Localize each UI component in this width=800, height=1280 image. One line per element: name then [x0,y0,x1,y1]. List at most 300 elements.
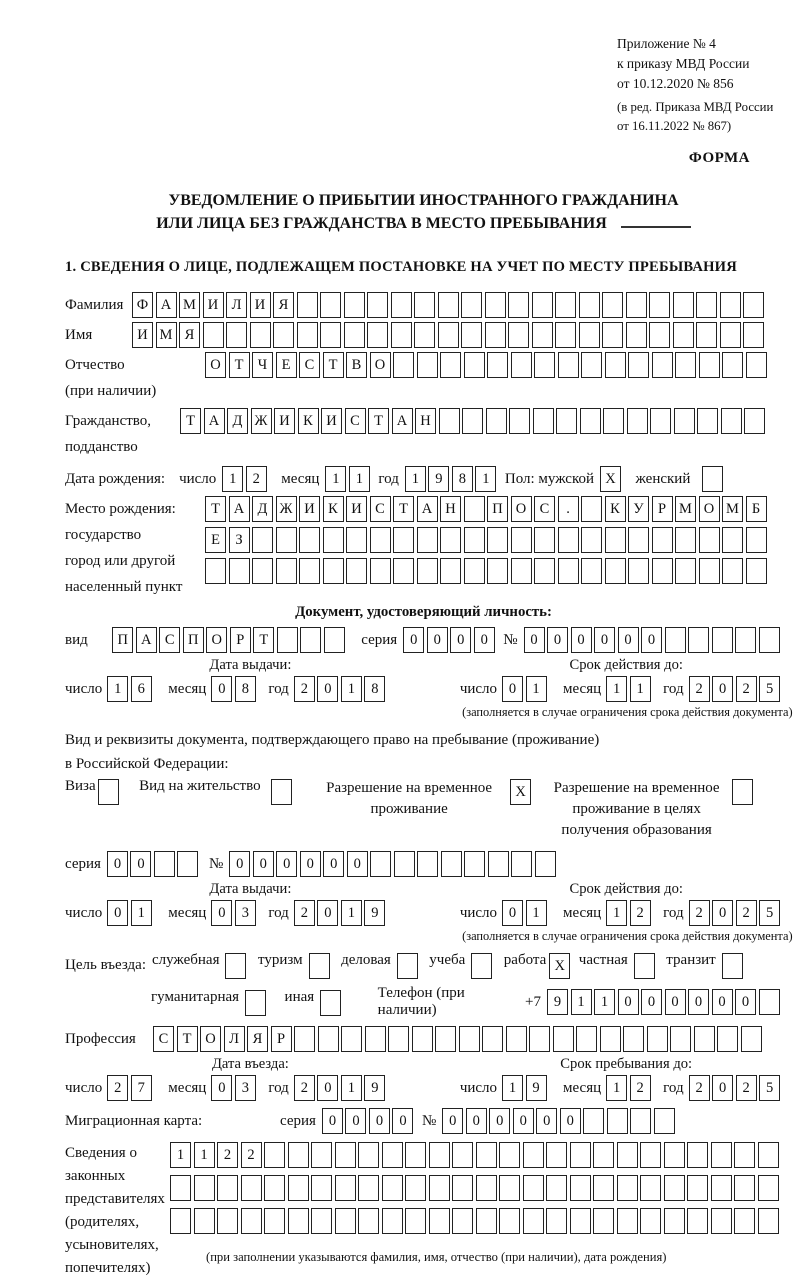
char-cell[interactable] [429,1142,450,1168]
char-cell[interactable] [388,1026,409,1052]
char-cell[interactable]: 1 [594,989,615,1015]
char-cell[interactable] [628,527,649,553]
char-cell[interactable] [711,1142,732,1168]
representatives-row-1[interactable] [170,1142,781,1168]
char-cell[interactable] [711,1175,732,1201]
phone-boxes[interactable] [547,989,782,1015]
char-cell[interactable] [440,352,461,378]
char-cell[interactable]: 1 [606,1075,627,1101]
char-cell[interactable] [734,1142,755,1168]
char-cell[interactable]: 0 [547,627,568,653]
char-cell[interactable] [650,408,671,434]
char-cell[interactable] [546,1175,567,1201]
char-cell[interactable] [391,322,412,348]
char-cell[interactable] [429,1175,450,1201]
char-cell[interactable]: И [250,292,271,318]
char-cell[interactable] [722,527,743,553]
char-cell[interactable] [617,1142,638,1168]
residence-valid-year[interactable] [689,900,783,926]
char-cell[interactable] [583,1108,604,1134]
char-cell[interactable]: С [153,1026,174,1052]
char-cell[interactable]: Я [179,322,200,348]
char-cell[interactable]: 6 [131,676,152,702]
char-cell[interactable]: Т [229,352,250,378]
char-cell[interactable]: М [179,292,200,318]
char-cell[interactable] [346,558,367,584]
char-cell[interactable] [382,1175,403,1201]
char-cell[interactable]: И [274,408,295,434]
char-cell[interactable]: 0 [253,851,274,877]
char-cell[interactable]: 0 [276,851,297,877]
char-cell[interactable] [741,1026,762,1052]
char-cell[interactable] [649,292,670,318]
char-cell[interactable]: 0 [618,627,639,653]
char-cell[interactable] [626,322,647,348]
char-cell[interactable]: 1 [526,900,547,926]
purpose-tourism-checkbox[interactable] [309,953,333,979]
char-cell[interactable]: Т [393,496,414,522]
char-cell[interactable]: 8 [452,466,473,492]
char-cell[interactable] [367,322,388,348]
char-cell[interactable] [759,989,780,1015]
char-cell[interactable] [393,527,414,553]
identity-issue-year[interactable] [294,676,388,702]
char-cell[interactable] [499,1175,520,1201]
char-cell[interactable]: 8 [364,676,385,702]
char-cell[interactable] [711,1208,732,1234]
char-cell[interactable] [391,292,412,318]
char-cell[interactable] [746,558,767,584]
char-cell[interactable] [720,292,741,318]
identity-valid-month[interactable] [606,676,653,702]
entry-year[interactable] [294,1075,388,1101]
char-cell[interactable]: 1 [107,676,128,702]
char-cell[interactable]: 0 [442,1108,463,1134]
char-cell[interactable]: М [722,496,743,522]
char-cell[interactable]: 1 [131,900,152,926]
stay-year[interactable] [689,1075,783,1101]
char-cell[interactable] [394,851,415,877]
char-cell[interactable]: 0 [322,1108,343,1134]
char-cell[interactable] [358,1175,379,1201]
char-cell[interactable]: 0 [502,676,523,702]
char-cell[interactable]: . [558,496,579,522]
char-cell[interactable]: 2 [736,900,757,926]
char-cell[interactable] [523,1142,544,1168]
char-cell[interactable] [414,322,435,348]
char-cell[interactable] [576,1026,597,1052]
char-cell[interactable]: 0 [450,627,471,653]
char-cell[interactable] [435,1026,456,1052]
char-cell[interactable] [499,1142,520,1168]
char-cell[interactable] [535,851,556,877]
char-cell[interactable] [405,1175,426,1201]
char-cell[interactable]: К [605,496,626,522]
char-cell[interactable]: Д [252,496,273,522]
char-cell[interactable] [593,1175,614,1201]
char-cell[interactable] [687,1142,708,1168]
char-cell[interactable] [534,558,555,584]
char-cell[interactable] [640,1208,661,1234]
char-cell[interactable] [370,558,391,584]
char-cell[interactable]: 0 [107,851,128,877]
char-cell[interactable]: 8 [235,676,256,702]
char-cell[interactable]: К [323,496,344,522]
char-cell[interactable]: X [549,953,570,979]
char-cell[interactable]: 0 [571,627,592,653]
char-cell[interactable] [464,558,485,584]
char-cell[interactable]: 0 [369,1108,390,1134]
char-cell[interactable] [558,527,579,553]
char-cell[interactable] [702,466,723,492]
char-cell[interactable] [654,1108,675,1134]
char-cell[interactable]: Л [224,1026,245,1052]
char-cell[interactable] [558,558,579,584]
char-cell[interactable] [732,779,753,805]
char-cell[interactable]: Р [271,1026,292,1052]
char-cell[interactable] [405,1142,426,1168]
char-cell[interactable] [358,1142,379,1168]
char-cell[interactable] [370,851,391,877]
char-cell[interactable]: 1 [606,676,627,702]
char-cell[interactable] [721,408,742,434]
char-cell[interactable]: Т [253,627,274,653]
char-cell[interactable]: 0 [712,676,733,702]
char-cell[interactable] [299,558,320,584]
char-cell[interactable] [297,292,318,318]
char-cell[interactable] [628,558,649,584]
char-cell[interactable]: 3 [235,900,256,926]
char-cell[interactable] [511,527,532,553]
char-cell[interactable] [675,352,696,378]
char-cell[interactable] [605,352,626,378]
char-cell[interactable] [464,352,485,378]
char-cell[interactable] [462,408,483,434]
char-cell[interactable] [603,408,624,434]
char-cell[interactable]: 2 [630,900,651,926]
char-cell[interactable]: 7 [131,1075,152,1101]
char-cell[interactable] [429,1208,450,1234]
char-cell[interactable]: Е [276,352,297,378]
char-cell[interactable] [397,953,418,979]
char-cell[interactable] [664,1208,685,1234]
char-cell[interactable] [177,851,198,877]
char-cell[interactable] [335,1142,356,1168]
char-cell[interactable] [581,352,602,378]
char-cell[interactable]: 2 [246,466,267,492]
char-cell[interactable]: 1 [222,466,243,492]
char-cell[interactable]: 0 [317,1075,338,1101]
char-cell[interactable]: О [370,352,391,378]
char-cell[interactable]: 0 [712,1075,733,1101]
char-cell[interactable] [452,1142,473,1168]
char-cell[interactable] [673,322,694,348]
char-cell[interactable]: М [675,496,696,522]
purpose-humanitarian-checkbox[interactable] [245,990,269,1016]
char-cell[interactable] [593,1142,614,1168]
char-cell[interactable] [634,953,655,979]
char-cell[interactable]: 5 [759,900,780,926]
char-cell[interactable] [485,322,506,348]
char-cell[interactable] [555,322,576,348]
char-cell[interactable]: 0 [618,989,639,1015]
char-cell[interactable] [226,322,247,348]
profession-boxes[interactable] [153,1026,764,1052]
char-cell[interactable]: П [183,627,204,653]
char-cell[interactable] [335,1175,356,1201]
char-cell[interactable] [98,779,119,805]
char-cell[interactable]: Т [180,408,201,434]
char-cell[interactable]: 5 [759,676,780,702]
char-cell[interactable] [674,408,695,434]
char-cell[interactable] [358,1208,379,1234]
entry-month[interactable] [211,1075,258,1101]
char-cell[interactable] [276,558,297,584]
char-cell[interactable] [476,1208,497,1234]
char-cell[interactable]: Р [230,627,251,653]
char-cell[interactable]: 0 [524,627,545,653]
char-cell[interactable]: А [392,408,413,434]
char-cell[interactable]: С [299,352,320,378]
char-cell[interactable]: 2 [294,1075,315,1101]
char-cell[interactable] [532,292,553,318]
char-cell[interactable] [264,1175,285,1201]
char-cell[interactable] [488,851,509,877]
char-cell[interactable] [324,627,345,653]
char-cell[interactable] [217,1208,238,1234]
char-cell[interactable]: 2 [294,900,315,926]
char-cell[interactable]: Ж [251,408,272,434]
char-cell[interactable]: П [487,496,508,522]
char-cell[interactable] [699,352,720,378]
char-cell[interactable]: 2 [689,676,710,702]
char-cell[interactable] [311,1142,332,1168]
char-cell[interactable] [318,1026,339,1052]
stay-day[interactable] [502,1075,549,1101]
temp-residence-education-checkbox[interactable] [732,779,756,805]
birth-place-row-1[interactable] [205,496,769,522]
char-cell[interactable] [323,527,344,553]
char-cell[interactable] [344,292,365,318]
char-cell[interactable]: 1 [630,676,651,702]
char-cell[interactable] [511,851,532,877]
char-cell[interactable]: Н [440,496,461,522]
char-cell[interactable] [300,627,321,653]
patronymic-boxes[interactable] [205,352,769,378]
char-cell[interactable] [694,1026,715,1052]
visa-checkbox[interactable] [98,779,122,805]
char-cell[interactable] [417,527,438,553]
char-cell[interactable] [581,527,602,553]
char-cell[interactable]: 0 [712,989,733,1015]
char-cell[interactable]: Б [746,496,767,522]
purpose-private-checkbox[interactable] [634,953,658,979]
char-cell[interactable] [225,953,246,979]
char-cell[interactable] [523,1208,544,1234]
char-cell[interactable] [471,953,492,979]
char-cell[interactable] [508,292,529,318]
char-cell[interactable] [205,558,226,584]
char-cell[interactable] [665,627,686,653]
char-cell[interactable] [720,322,741,348]
char-cell[interactable] [617,1175,638,1201]
char-cell[interactable]: 2 [107,1075,128,1101]
char-cell[interactable] [417,851,438,877]
birth-day-boxes[interactable] [222,466,269,492]
char-cell[interactable] [264,1208,285,1234]
char-cell[interactable]: У [628,496,649,522]
char-cell[interactable] [628,352,649,378]
char-cell[interactable] [511,558,532,584]
char-cell[interactable]: 0 [560,1108,581,1134]
char-cell[interactable] [652,352,673,378]
char-cell[interactable]: 9 [547,989,568,1015]
char-cell[interactable] [252,558,273,584]
doc-number-boxes[interactable] [524,627,783,653]
char-cell[interactable] [461,322,482,348]
residence-issue-day[interactable] [107,900,154,926]
char-cell[interactable]: 0 [392,1108,413,1134]
char-cell[interactable]: Л [226,292,247,318]
representatives-row-2[interactable] [170,1175,781,1201]
char-cell[interactable] [194,1208,215,1234]
char-cell[interactable]: 1 [341,900,362,926]
char-cell[interactable]: 1 [606,900,627,926]
char-cell[interactable] [664,1175,685,1201]
char-cell[interactable] [367,292,388,318]
char-cell[interactable] [630,1108,651,1134]
char-cell[interactable]: 0 [502,900,523,926]
char-cell[interactable] [288,1175,309,1201]
char-cell[interactable] [452,1208,473,1234]
char-cell[interactable]: Ж [276,496,297,522]
char-cell[interactable]: С [345,408,366,434]
char-cell[interactable]: 0 [211,1075,232,1101]
identity-issue-day[interactable] [107,676,154,702]
char-cell[interactable] [699,527,720,553]
char-cell[interactable]: X [510,779,531,805]
char-cell[interactable] [722,352,743,378]
char-cell[interactable]: 2 [736,676,757,702]
char-cell[interactable] [438,322,459,348]
char-cell[interactable] [746,527,767,553]
char-cell[interactable]: Н [415,408,436,434]
char-cell[interactable] [579,292,600,318]
char-cell[interactable]: 0 [345,1108,366,1134]
char-cell[interactable] [696,322,717,348]
purpose-study-checkbox[interactable] [471,953,495,979]
char-cell[interactable] [675,558,696,584]
char-cell[interactable] [523,1175,544,1201]
char-cell[interactable]: 9 [364,1075,385,1101]
char-cell[interactable] [217,1175,238,1201]
residence-issue-year[interactable] [294,900,388,926]
char-cell[interactable]: 1 [194,1142,215,1168]
char-cell[interactable] [499,1208,520,1234]
char-cell[interactable] [299,527,320,553]
char-cell[interactable]: 2 [689,1075,710,1101]
char-cell[interactable]: А [156,292,177,318]
char-cell[interactable]: 0 [641,627,662,653]
char-cell[interactable] [438,292,459,318]
char-cell[interactable] [487,352,508,378]
char-cell[interactable]: М [156,322,177,348]
char-cell[interactable] [250,322,271,348]
char-cell[interactable]: 2 [689,900,710,926]
char-cell[interactable] [735,627,756,653]
char-cell[interactable]: 0 [347,851,368,877]
entry-day[interactable] [107,1075,154,1101]
char-cell[interactable]: Е [205,527,226,553]
char-cell[interactable] [529,1026,550,1052]
char-cell[interactable] [323,558,344,584]
char-cell[interactable] [277,627,298,653]
purpose-official-checkbox[interactable] [225,953,249,979]
char-cell[interactable] [486,408,507,434]
char-cell[interactable] [699,558,720,584]
char-cell[interactable] [393,558,414,584]
char-cell[interactable] [696,292,717,318]
doc-kind-boxes[interactable] [112,627,347,653]
char-cell[interactable]: 0 [229,851,250,877]
char-cell[interactable] [570,1208,591,1234]
char-cell[interactable]: 1 [502,1075,523,1101]
char-cell[interactable]: Т [323,352,344,378]
char-cell[interactable]: И [346,496,367,522]
char-cell[interactable] [555,292,576,318]
char-cell[interactable] [652,527,673,553]
char-cell[interactable] [553,1026,574,1052]
char-cell[interactable] [533,408,554,434]
birth-month-boxes[interactable] [325,466,372,492]
char-cell[interactable]: Ф [132,292,153,318]
char-cell[interactable]: 2 [294,676,315,702]
char-cell[interactable] [335,1208,356,1234]
char-cell[interactable] [405,1208,426,1234]
char-cell[interactable] [758,1175,779,1201]
char-cell[interactable] [271,779,292,805]
char-cell[interactable]: Ч [252,352,273,378]
char-cell[interactable] [673,292,694,318]
char-cell[interactable] [241,1208,262,1234]
char-cell[interactable] [744,408,765,434]
char-cell[interactable] [170,1175,191,1201]
char-cell[interactable] [605,558,626,584]
name-boxes[interactable] [132,322,767,348]
char-cell[interactable]: 1 [475,466,496,492]
char-cell[interactable]: 0 [427,627,448,653]
char-cell[interactable] [607,1108,628,1134]
char-cell[interactable]: 2 [241,1142,262,1168]
char-cell[interactable] [344,322,365,348]
char-cell[interactable]: 0 [317,676,338,702]
purpose-business-checkbox[interactable] [397,953,421,979]
char-cell[interactable]: 0 [594,627,615,653]
char-cell[interactable]: 2 [736,1075,757,1101]
char-cell[interactable] [506,1026,527,1052]
char-cell[interactable] [320,322,341,348]
char-cell[interactable]: 0 [536,1108,557,1134]
char-cell[interactable] [229,558,250,584]
char-cell[interactable]: 0 [641,989,662,1015]
char-cell[interactable] [288,1208,309,1234]
char-cell[interactable]: С [159,627,180,653]
char-cell[interactable] [688,627,709,653]
char-cell[interactable] [508,322,529,348]
stay-month[interactable] [606,1075,653,1101]
surname-boxes[interactable] [132,292,767,318]
char-cell[interactable]: Т [177,1026,198,1052]
